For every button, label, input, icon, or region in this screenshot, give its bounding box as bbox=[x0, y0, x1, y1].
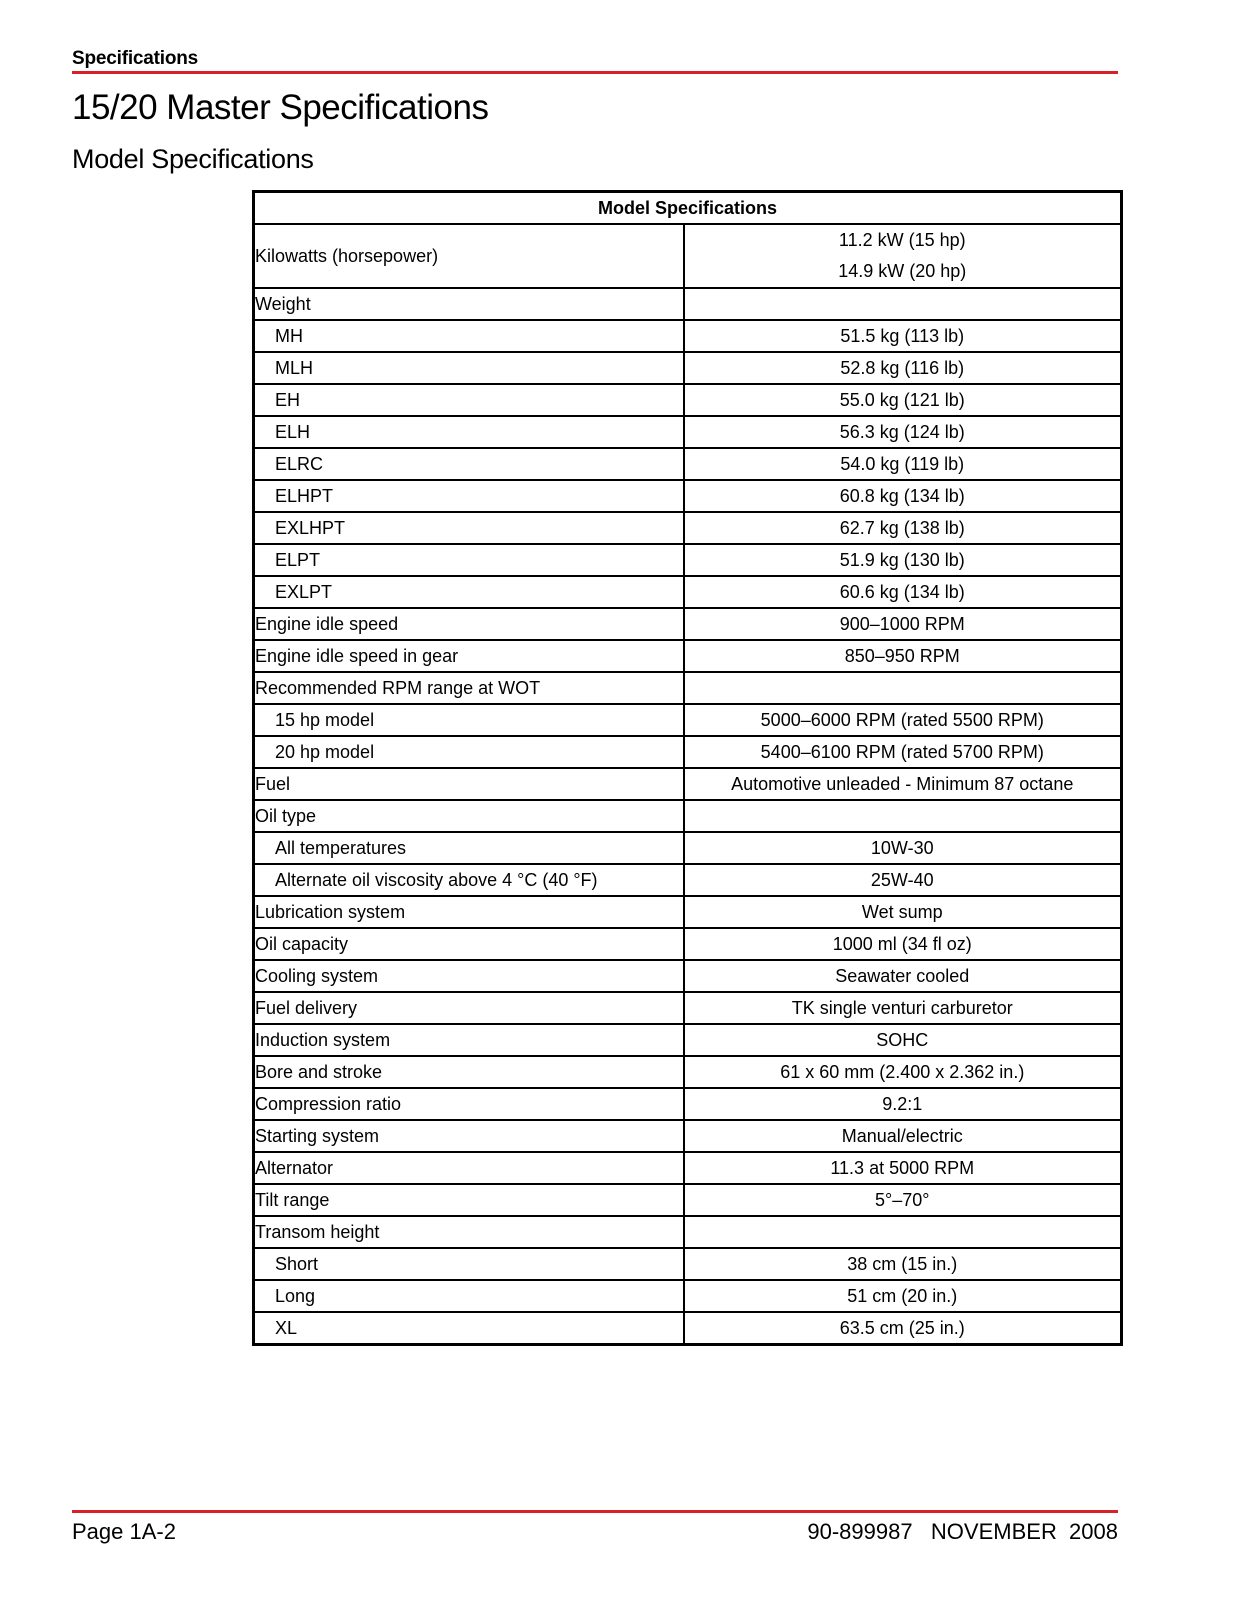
table-row bbox=[254, 1280, 1122, 1312]
running-head: Specifications bbox=[72, 48, 199, 69]
spec-label: Alternate oil viscosity above 4 °C (40 °F) bbox=[254, 864, 684, 896]
spec-label: EH bbox=[254, 384, 684, 416]
spec-label: Long bbox=[254, 1280, 684, 1312]
table-row bbox=[254, 704, 1122, 736]
table-row bbox=[254, 352, 1122, 384]
spec-value: 11.3 at 5000 RPM bbox=[684, 1152, 1122, 1184]
footer-rule bbox=[72, 1510, 1118, 1513]
spec-value: TK single venturi carburetor bbox=[684, 992, 1122, 1024]
spec-value: 54.0 kg (119 lb) bbox=[684, 448, 1122, 480]
table-row bbox=[254, 1120, 1122, 1152]
table-row bbox=[254, 544, 1122, 576]
spec-label: Weight bbox=[254, 288, 684, 320]
spec-label: XL bbox=[254, 1312, 684, 1345]
spec-label: Engine idle speed in gear bbox=[254, 640, 684, 672]
table-row bbox=[254, 608, 1122, 640]
spec-value: 10W-30 bbox=[684, 832, 1122, 864]
table-row bbox=[254, 896, 1122, 928]
spec-label: Tilt range bbox=[254, 1184, 684, 1216]
document-reference: 90-899987 NOVEMBER 2008 bbox=[807, 1519, 1118, 1544]
spec-value: 51 cm (20 in.) bbox=[684, 1280, 1122, 1312]
table-header-row bbox=[254, 192, 1122, 225]
spec-value: 56.3 kg (124 lb) bbox=[684, 416, 1122, 448]
spec-value: 61 x 60 mm (2.400 x 2.362 in.) bbox=[684, 1056, 1122, 1088]
model-specifications-table bbox=[252, 190, 1123, 1346]
table-row bbox=[254, 1184, 1122, 1216]
spec-label: MH bbox=[254, 320, 684, 352]
spec-label: Oil capacity bbox=[254, 928, 684, 960]
table-row bbox=[254, 736, 1122, 768]
spec-label: Engine idle speed bbox=[254, 608, 684, 640]
spec-label: Recommended RPM range at WOT bbox=[254, 672, 684, 704]
table-row bbox=[254, 832, 1122, 864]
table-row bbox=[254, 1056, 1122, 1088]
spec-label: EXLHPT bbox=[254, 512, 684, 544]
table-row bbox=[254, 1024, 1122, 1056]
table-row bbox=[254, 384, 1122, 416]
spec-label: Transom height bbox=[254, 1216, 684, 1248]
spec-value: Manual/electric bbox=[684, 1120, 1122, 1152]
table-row bbox=[254, 640, 1122, 672]
spec-value: 5°–70° bbox=[684, 1184, 1122, 1216]
spec-value: SOHC bbox=[684, 1024, 1122, 1056]
spec-value: 51.5 kg (113 lb) bbox=[684, 320, 1122, 352]
spec-label: ELRC bbox=[254, 448, 684, 480]
header-rule bbox=[72, 71, 1118, 74]
spec-label: Oil type bbox=[254, 800, 684, 832]
spec-value: 60.6 kg (134 lb) bbox=[684, 576, 1122, 608]
section-title: Model Specifications bbox=[72, 144, 314, 174]
spec-value: Wet sump bbox=[684, 896, 1122, 928]
spec-value: 38 cm (15 in.) bbox=[684, 1248, 1122, 1280]
table-row bbox=[254, 224, 1122, 288]
spec-label: 15 hp model bbox=[254, 704, 684, 736]
spec-label: EXLPT bbox=[254, 576, 684, 608]
spec-value: 52.8 kg (116 lb) bbox=[684, 352, 1122, 384]
spec-value bbox=[684, 800, 1122, 832]
page-title: 15/20 Master Specifications bbox=[72, 88, 489, 127]
spec-value: 55.0 kg (121 lb) bbox=[684, 384, 1122, 416]
page-number: Page 1A-2 bbox=[72, 1519, 176, 1544]
spec-label: Cooling system bbox=[254, 960, 684, 992]
table-row bbox=[254, 992, 1122, 1024]
spec-value: 1000 ml (34 fl oz) bbox=[684, 928, 1122, 960]
spec-value bbox=[684, 1216, 1122, 1248]
spec-value: 9.2:1 bbox=[684, 1088, 1122, 1120]
table-row bbox=[254, 288, 1122, 320]
spec-value-line: 14.9 kW (20 hp) bbox=[838, 261, 967, 281]
spec-value: 63.5 cm (25 in.) bbox=[684, 1312, 1122, 1345]
table-row bbox=[254, 1216, 1122, 1248]
table-row bbox=[254, 416, 1122, 448]
table-row bbox=[254, 576, 1122, 608]
spec-label: ELHPT bbox=[254, 480, 684, 512]
table-row bbox=[254, 480, 1122, 512]
spec-value bbox=[684, 672, 1122, 704]
spec-value bbox=[684, 288, 1122, 320]
spec-label: Compression ratio bbox=[254, 1088, 684, 1120]
spec-label: Lubrication system bbox=[254, 896, 684, 928]
spec-label: All temperatures bbox=[254, 832, 684, 864]
spec-value: 850–950 RPM bbox=[684, 640, 1122, 672]
table-row bbox=[254, 1152, 1122, 1184]
spec-label: Fuel delivery bbox=[254, 992, 684, 1024]
table-row bbox=[254, 672, 1122, 704]
spec-label: ELH bbox=[254, 416, 684, 448]
spec-label: Starting system bbox=[254, 1120, 684, 1152]
spec-label: Bore and stroke bbox=[254, 1056, 684, 1088]
table-row bbox=[254, 320, 1122, 352]
spec-label: Induction system bbox=[254, 1024, 684, 1056]
table-caption: Model Specifications bbox=[254, 192, 1122, 225]
table-row bbox=[254, 512, 1122, 544]
spec-value-line: 11.2 kW (15 hp) bbox=[838, 230, 966, 250]
spec-label: ELPT bbox=[254, 544, 684, 576]
table-row bbox=[254, 1312, 1122, 1345]
spec-value: Automotive unleaded - Minimum 87 octane bbox=[684, 768, 1122, 800]
spec-value: 62.7 kg (138 lb) bbox=[684, 512, 1122, 544]
spec-label: Fuel bbox=[254, 768, 684, 800]
spec-value bbox=[684, 224, 1122, 288]
table-row bbox=[254, 1088, 1122, 1120]
spec-value: 900–1000 RPM bbox=[684, 608, 1122, 640]
spec-label: Short bbox=[254, 1248, 684, 1280]
spec-label: Alternator bbox=[254, 1152, 684, 1184]
table-row bbox=[254, 448, 1122, 480]
spec-value: 51.9 kg (130 lb) bbox=[684, 544, 1122, 576]
table-row bbox=[254, 768, 1122, 800]
table-row bbox=[254, 864, 1122, 896]
spec-value: Seawater cooled bbox=[684, 960, 1122, 992]
table-body bbox=[254, 224, 1122, 1345]
spec-value: 5000–6000 RPM (rated 5500 RPM) bbox=[684, 704, 1122, 736]
spec-label: MLH bbox=[254, 352, 684, 384]
table-row bbox=[254, 960, 1122, 992]
spec-label: 20 hp model bbox=[254, 736, 684, 768]
table-row bbox=[254, 928, 1122, 960]
table-row bbox=[254, 1248, 1122, 1280]
spec-label: Kilowatts (horsepower) bbox=[254, 224, 684, 288]
table-row bbox=[254, 800, 1122, 832]
spec-value: 60.8 kg (134 lb) bbox=[684, 480, 1122, 512]
spec-value: 25W-40 bbox=[684, 864, 1122, 896]
spec-value: 5400–6100 RPM (rated 5700 RPM) bbox=[684, 736, 1122, 768]
